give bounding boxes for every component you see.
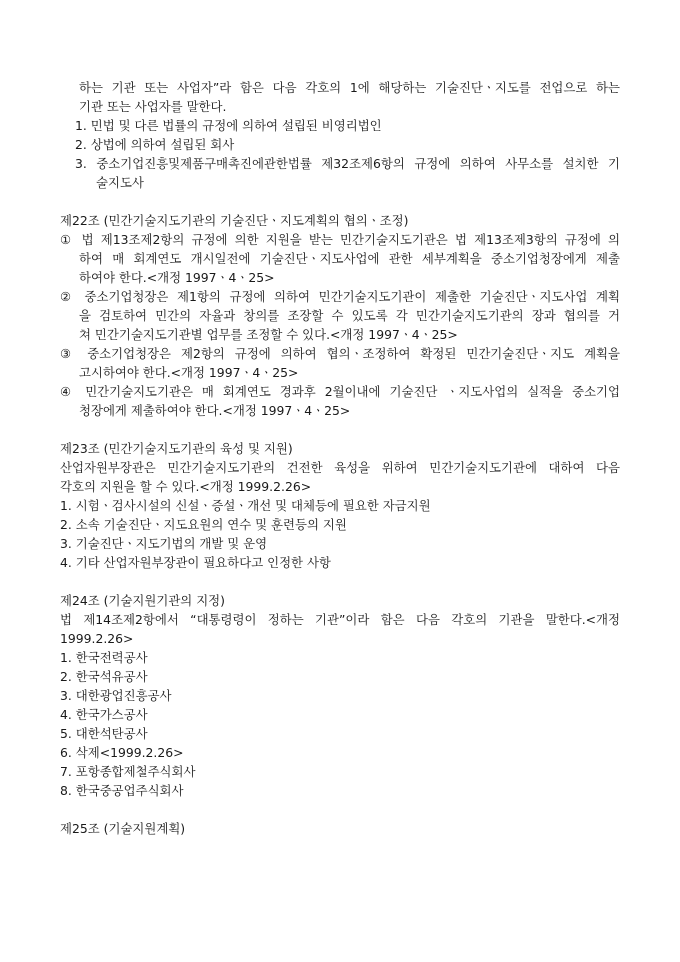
body-line: 법 제14조제2항에서 “대통령령이 정하는 기관”이라 함은 다음 각호의 기관을 말한다.<개정 <box>60 612 620 627</box>
intro-item: 1. 민법 및 다른 법률의 규정에 의하여 설립된 비영리법인 <box>75 118 382 133</box>
body-line: 1999.2.26> <box>60 631 134 646</box>
article-title: 제25조 (기술지원계획) <box>60 821 186 836</box>
paragraph-line: 하여 매 회계연도 개시일전에 기술진단ㆍ지도사업에 관한 세부계획을 중소기업청장에게 제출 <box>79 251 620 266</box>
article-25 <box>60 819 620 838</box>
list-item: 7. 포항종합제철주식회사 <box>60 764 196 779</box>
list-item: 4. 기타 산업자원부장관이 필요하다고 인정한 사항 <box>60 555 331 570</box>
paragraph-line: ③ 중소기업청장은 제2항의 규정에 의하여 협의ㆍ조정하여 확정된 민간기술진단ㆍ지도 계획을 <box>60 346 620 361</box>
intro-line: 기관 또는 사업자를 말한다. <box>79 99 227 114</box>
body-line: 각호의 지원을 할 수 있다.<개정 1999.2.26> <box>60 479 312 494</box>
list-item: 8. 한국중공업주식회사 <box>60 783 184 798</box>
paragraph-line: 고시하여야 한다.<개정 1997ㆍ4ㆍ25> <box>79 365 299 380</box>
paragraph-line: 을 검토하여 민간의 자율과 창의를 조장할 수 있도록 각 민간기술지도기관의 장과 협의를 거 <box>79 308 620 323</box>
list-item: 1. 시험ㆍ검사시설의 신설ㆍ증설ㆍ개선 및 대체등에 필요한 자금지원 <box>60 498 431 513</box>
intro-line: 하는 기관 또는 사업자”라 함은 다음 각호의 1에 해당하는 기술진단ㆍ지도를 전업으로 하는 <box>79 80 620 95</box>
paragraph-line: 청장에게 제출하여야 한다.<개정 1997ㆍ4ㆍ25> <box>79 403 351 418</box>
list-item: 1. 한국전력공사 <box>60 650 148 665</box>
intro-item: 2. 상법에 의하여 설립된 회사 <box>75 137 235 152</box>
list-item: 5. 대한석탄공사 <box>60 726 148 741</box>
paragraph-line: 하여야 한다.<개정 1997ㆍ4ㆍ25> <box>79 270 275 285</box>
intro-item: 3. 중소기업진흥및제품구매촉진에관한법률 제32조제6항의 규정에 의하여 사무소를 설치한 기 <box>75 156 620 171</box>
paragraph-line: ④ 민간기술지도기관은 매 회계연도 경과후 2월이내에 기술진단 ㆍ지도사업의 실적을 중소기업 <box>60 384 620 399</box>
list-item: 6. 삭제<1999.2.26> <box>60 745 184 760</box>
list-item: 2. 한국석유공사 <box>60 669 148 684</box>
list-item: 2. 소속 기술진단ㆍ지도요원의 연수 및 훈련등의 지원 <box>60 517 347 532</box>
article-23 <box>60 439 620 572</box>
list-item: 4. 한국가스공사 <box>60 707 148 722</box>
paragraph-line: ① 법 제13조제2항의 규정에 의한 지원을 받는 민간기술지도기관은 법 제13조제3항의 규정에 의 <box>60 232 620 247</box>
intro-text <box>60 78 620 192</box>
paragraph-line: ② 중소기업청장은 제1항의 규정에 의하여 민간기술지도기관이 제출한 기술진단ㆍ지도사업 계획 <box>60 289 620 304</box>
intro-item-continuation: 술지도사 <box>96 175 144 190</box>
article-22 <box>60 211 620 420</box>
article-24 <box>60 591 620 800</box>
body-line: 산업자원부장관은 민간기술지도기관의 건전한 육성을 위하여 민간기술지도기관에 대하여 다음 <box>60 460 620 475</box>
article-title: 제22조 (민간기술지도기관의 기술진단ㆍ지도계획의 협의ㆍ조정) <box>60 213 409 228</box>
list-item: 3. 대한광업진흥공사 <box>60 688 172 703</box>
paragraph-line: 쳐 민간기술지도기관별 업무를 조정할 수 있다.<개정 1997ㆍ4ㆍ25> <box>79 327 458 342</box>
article-title: 제23조 (민간기술지도기관의 육성 및 지원) <box>60 441 293 456</box>
article-title: 제24조 (기술지원기관의 지정) <box>60 593 225 608</box>
list-item: 3. 기술진단ㆍ지도기법의 개발 및 운영 <box>60 536 268 551</box>
